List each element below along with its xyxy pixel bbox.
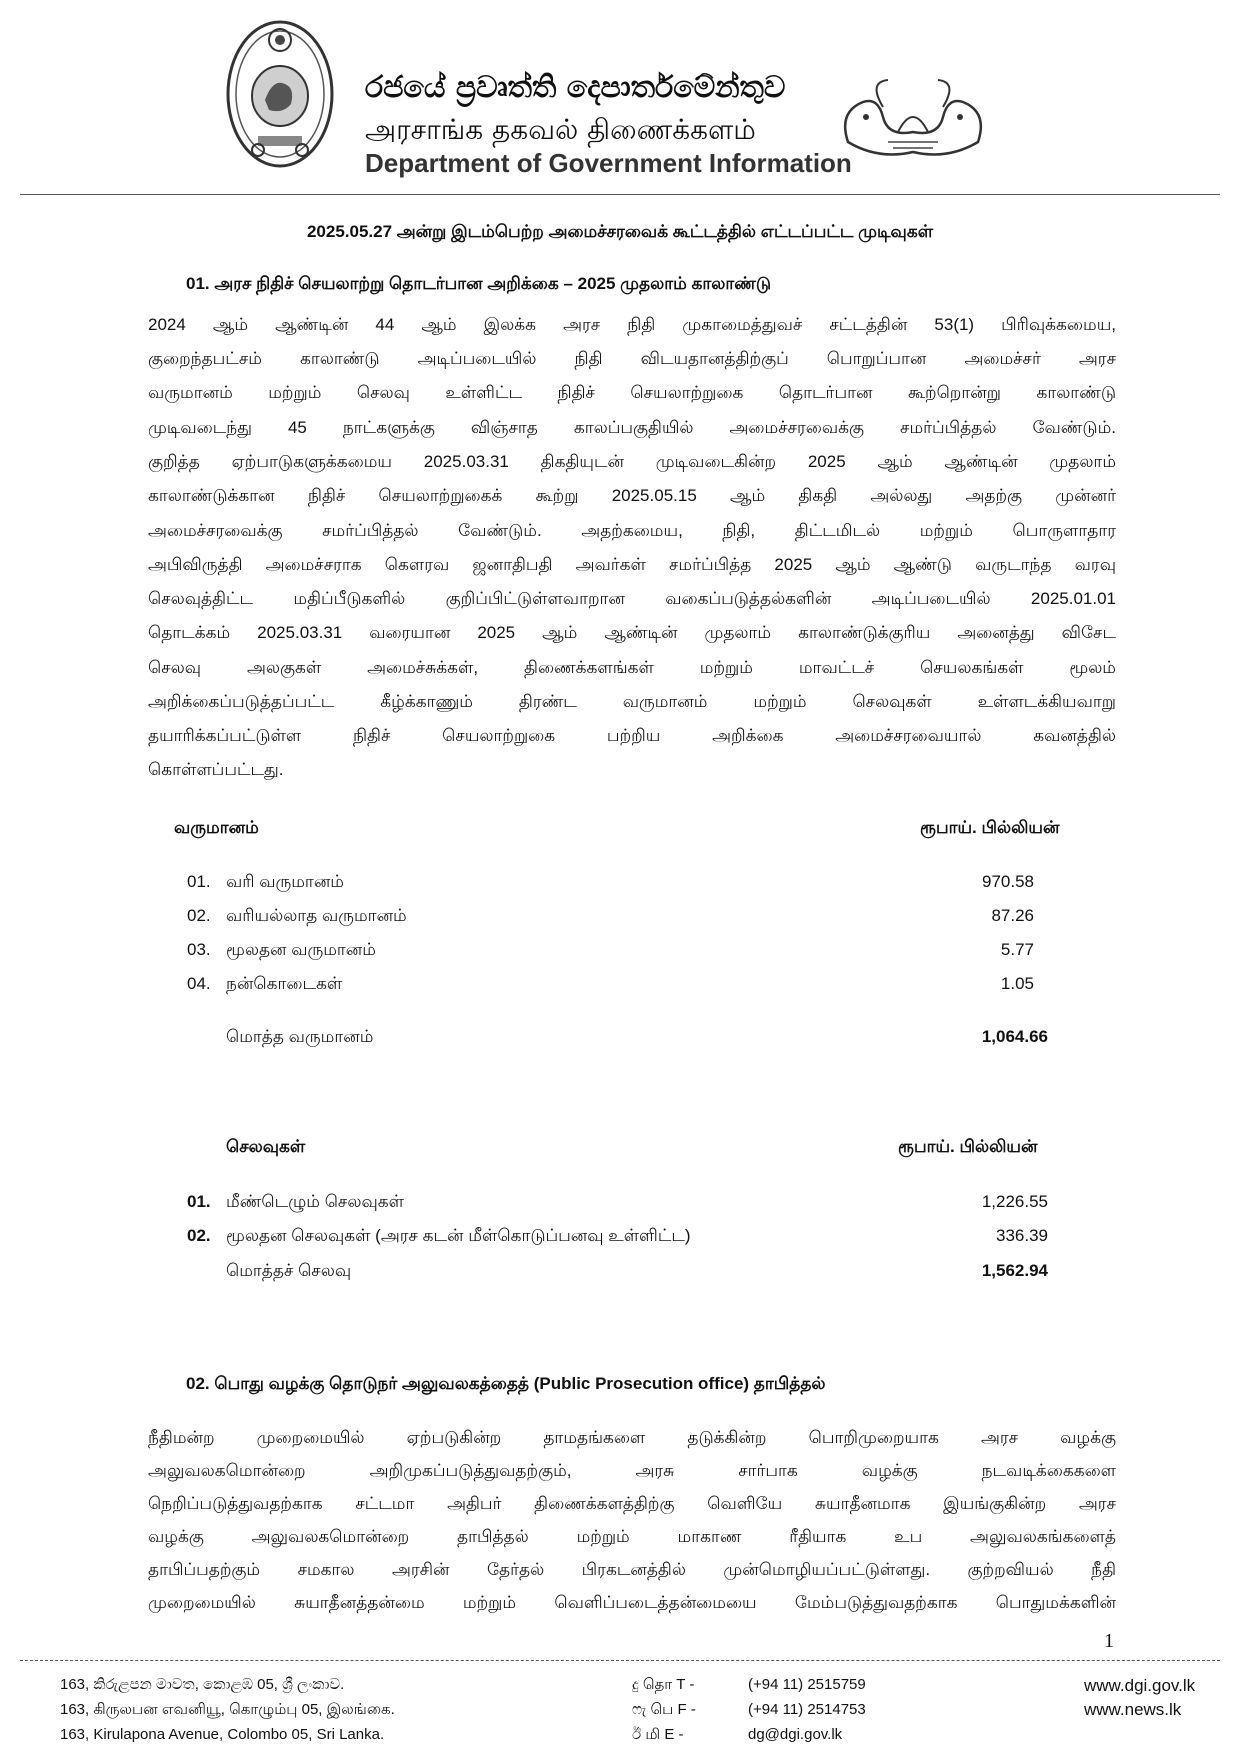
paragraph-line: முறைமையில் சுயாதீனத்தன்மை மற்றும் வெளிப்படைத்தன்மையை மேம்படுத்துவதற்காக பொதுமக்களின்	[148, 1593, 1116, 1612]
revenue-row-label: வரியல்லாத வருமானம்	[226, 906, 407, 925]
paragraph-line: நெறிப்படுத்துவதற்காக சட்டமா அதிபர் திணைக்களத்திற்கு வெளியே சுயாதீனமாக இயங்குகின்ற அரச	[148, 1494, 1116, 1513]
paragraph-line: முடிவடைந்து 45 நாட்களுக்கு விஞ்சாத காலப்பகுதியில் அமைச்சரவைக்கு சமர்ப்பித்தல் வேண்டும்.	[148, 418, 1116, 437]
footer-email-prefix: ඊ மி E -	[632, 1726, 684, 1743]
footer-address-english: 163, Kirulapona Avenue, Colombo 05, Sri Lanka.	[60, 1726, 385, 1743]
expenditure-row-value: 1,226.55	[981, 1192, 1048, 1211]
revenue-row-label: நன்கொடைகள்	[226, 974, 343, 993]
paragraph-line: அமைச்சரவைக்கு சமர்ப்பித்தல் வேண்டும். அதற்கமைய, நிதி, திட்டமிடல் மற்றும் பொருளாதார	[148, 521, 1116, 540]
paragraph-line: அலுவலகமொன்றை அறிமுகப்படுத்துவதற்கும், அரசு சார்பாக வழக்கு நடவடிக்கைகளை	[148, 1461, 1116, 1480]
footer-address-sinhala: 163, කිරුළපන මාවත, කොළඹ 05, ශ්‍රී ලංකාව.	[60, 1676, 345, 1693]
revenue-row-no: 03.	[187, 940, 211, 959]
expenditure-row-value: 336.39	[996, 1226, 1048, 1245]
revenue-row-value: 970.58	[982, 872, 1034, 891]
page-number: 1	[1104, 1630, 1114, 1652]
expenditure-row-no: 02.	[187, 1226, 211, 1245]
revenue-heading: வருமானம்	[174, 818, 259, 837]
paragraph-line: குறைந்தபட்சம் காலாண்டு அடிப்படையில் நிதி விடயதானத்திற்குப் பொறுப்பான அமைச்சர் அரச	[148, 349, 1116, 368]
paragraph-line: நீதிமன்ற முறைமையில் ஏற்படுகின்ற தாமதங்களை தடுக்கின்ற பொறிமுறையாக அரச வழக்கு	[148, 1428, 1116, 1447]
paragraph-line: அபிவிருத்தி அமைச்சராக கௌரவ ஜனாதிபதி அவர்கள் சமர்ப்பித்த 2025 ஆம் ஆண்டு வருடாந்த வரவு	[148, 555, 1116, 574]
expenditure-unit: ரூபாய். பில்லியன்	[898, 1137, 1038, 1156]
revenue-row-no: 02.	[187, 906, 211, 925]
paragraph-line: அறிக்கைப்படுத்தப்பட்ட கீழ்க்காணும் திரண்ட வருமானம் மற்றும் செலவுகள் உள்ளடக்கியவாறு	[148, 692, 1116, 711]
footer-phone-prefix: දු தொ T -	[632, 1676, 695, 1693]
expenditure-total-value: 1,562.94	[981, 1261, 1048, 1280]
header-divider	[20, 194, 1220, 195]
revenue-total-label: மொத்த வருமானம்	[226, 1027, 374, 1046]
revenue-unit: ரூபாய். பில்லியன்	[920, 818, 1060, 837]
government-emblem	[225, 18, 335, 170]
footer-fax-prefix: ෆැ பெ F -	[632, 1701, 696, 1718]
header-title-english: Department of Government Information	[365, 148, 852, 178]
paragraph-line: வருமானம் மற்றும் செலவு உள்ளிட்ட நிதிச் செயலாற்றுகை தொடர்பான கூற்றொன்று காலாண்டு	[148, 383, 1116, 402]
section-1-heading: 01. அரச நிதிச் செயலாற்று தொடர்பான அறிக்கை – 2025 முதலாம் காலாண்டு	[186, 274, 772, 293]
expenditure-row-no: 01.	[187, 1192, 211, 1211]
expenditure-row-label: மூலதன செலவுகள் (அரச கடன் மீள்கொடுப்பனவு உள்ளிட்ட)	[226, 1226, 691, 1245]
swan-ornament-logo	[828, 72, 998, 162]
paragraph-line: குறித்த ஏற்பாடுகளுக்கமைய 2025.03.31 திகதியுடன் முடிவடைகின்ற 2025 ஆம் ஆண்டின் முதலாம்	[148, 452, 1116, 471]
footer-fax: (+94 11) 2514753	[748, 1701, 866, 1718]
paragraph-line: தாபிப்பதற்கும் சமகால அரசின் தேர்தல் பிரகடனத்தில் முன்மொழியப்பட்டுள்ளது. குற்றவியல் நீதி	[148, 1560, 1116, 1579]
revenue-total-value: 1,064.66	[981, 1027, 1048, 1046]
revenue-row-value: 5.77	[1000, 940, 1034, 959]
footer-website-dgi-link[interactable]: www.dgi.gov.lk	[1084, 1676, 1196, 1695]
header-title-tamil: அரசாங்க தகவல் திணைக்களம்	[365, 113, 756, 146]
footer-address-tamil: 163, கிருலபன எவனியூ, கொழும்பு 05, இலங்கை.	[60, 1701, 395, 1718]
revenue-row-no: 04.	[187, 974, 211, 993]
paragraph-line: கொள்ளப்பட்டது.	[148, 760, 284, 779]
paragraph-line: செலவு அலகுகள் அமைச்சுக்கள், திணைக்களங்கள் மற்றும் மாவட்டச் செயலகங்கள் மூலம்	[148, 658, 1116, 677]
section-1-paragraph	[148, 315, 1116, 785]
revenue-row-value: 87.26	[991, 906, 1034, 925]
expenditure-total-label: மொத்தச் செலவு	[226, 1261, 352, 1280]
header-title-sinhala: රජයේ ප්‍රවෘත්ති දෙපාර්තමේන්තුව	[365, 70, 786, 105]
expenditure-heading: செலவுகள்	[226, 1137, 306, 1156]
footer-divider	[20, 1660, 1220, 1661]
document-title: 2025.05.27 அன்று இடம்பெற்ற அமைச்சரவைக் கூட்டத்தில் எட்டப்பட்ட முடிவுகள்	[306, 222, 934, 241]
footer-website-news-link[interactable]: www.news.lk	[1084, 1700, 1182, 1719]
revenue-row-no: 01.	[187, 872, 211, 891]
paragraph-line: தயாரிக்கப்பட்டுள்ள நிதிச் செயலாற்றுகை பற்றிய அறிக்கை அமைச்சரவையால் கவனத்தில்	[148, 726, 1116, 745]
footer-email-link[interactable]: dg@dgi.gov.lk	[748, 1726, 843, 1743]
paragraph-line: வழக்கு அலுவலகமொன்றை தாபித்தல் மற்றும் மாகாண ரீதியாக உப அலுவலகங்களைத்	[148, 1527, 1116, 1546]
paragraph-line: காலாண்டுக்கான நிதிச் செயலாற்றுகைக் கூற்று 2025.05.15 ஆம் திகதி அல்லது அதற்கு முன்னர்	[148, 486, 1116, 505]
revenue-row-label: வரி வருமானம்	[226, 872, 344, 891]
revenue-row-value: 1.05	[1000, 974, 1034, 993]
paragraph-line: செலவுத்திட்ட மதிப்பீடுகளில் குறிப்பிட்டுள்ளவாறான வகைப்படுத்தல்களின் அடிப்படையில் 2025.01.01	[148, 589, 1116, 608]
paragraph-line: தொடக்கம் 2025.03.31 வரையான 2025 ஆம் ஆண்டின் முதலாம் காலாண்டுக்குரிய அனைத்து விசேட	[148, 623, 1116, 642]
expenditure-row-label: மீண்டெழும் செலவுகள்	[226, 1192, 404, 1211]
revenue-row-label: மூலதன வருமானம்	[226, 940, 376, 959]
section-2-paragraph	[148, 1428, 1116, 1638]
footer-phone[interactable]: (+94 11) 2515759	[748, 1676, 866, 1693]
paragraph-line: 2024 ஆம் ஆண்டின் 44 ஆம் இலக்க அரச நிதி முகாமைத்துவச் சட்டத்தின் 53(1) பிரிவுக்கமைய,	[148, 315, 1116, 334]
section-2-heading: 02. பொது வழக்கு தொடுநர் அலுவலகத்தைத் (Public Prosecution office) தாபித்தல்	[186, 1374, 826, 1393]
